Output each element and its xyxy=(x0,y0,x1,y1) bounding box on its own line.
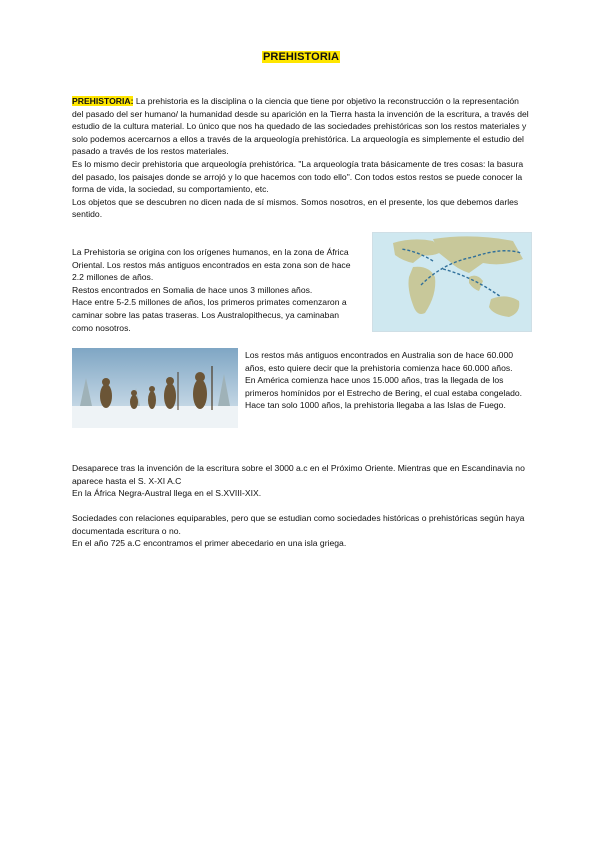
intro-line-2: Es lo mismo decir prehistoria que arqueología prehistórica. "La arqueología trata básicamente de tres cosas: la basura del pasado, los paisajes donde se arrojó y lo que hacemos con todo ello". Con todos estos restos se puede conocer la forma de vida, la sociedad, su comportamiento, etc. xyxy=(72,158,524,195)
africa-section xyxy=(72,246,354,334)
australia-line-2: En América comienza hace unos 15.000 años, tras la llegada de los primeros homínidos por el Estrecho de Bering, el cual estaba congelado. xyxy=(245,375,523,398)
writing-line-1: Desaparece tras la invención de la escritura sobre el 3000 a.c en el Próximo Oriente. Mientras que en Escandinavia no aparece hasta el S. X-XI A.C xyxy=(72,463,525,486)
societies-line-1: Sociedades con relaciones equiparables, pero que se estudian como sociedades históricas o prehistóricas según haya documentada escritura o no. xyxy=(72,513,525,536)
australia-line-1: Los restos más antiguos encontrados en Australia son de hace 60.000 años, esto quiere decir que la prehistoria comienza hace 60.000 años. xyxy=(245,350,514,373)
intro-section xyxy=(72,95,532,221)
africa-line-2: Restos encontrados en Somalia de hace unos 3 millones años. xyxy=(72,284,313,295)
migration-map-image xyxy=(372,232,532,332)
prehistoric-figures-image xyxy=(72,348,238,428)
societies-line-2: En el año 725 a.C encontramos el primer abecedario en una isla griega. xyxy=(72,538,347,549)
keyword-highlight: PREHISTORIA: xyxy=(72,96,134,106)
intro-text: La prehistoria es la disciplina o la ciencia que tiene por objetivo la reconstrucción o la representación del pasado del ser humano/ la humanidad desde su aparición en la Tierra hasta la invención de la escritura, a través del estudio de la cultura material. Lo único que nos ha quedado de las sociedades prehistóricas son los restos materiales y solo podemos acercarnos a ellos a través de la arqueología prehistórica. La arqueología es simplemente el estudio del pasado a través de los restos materiales. xyxy=(72,96,529,157)
intro-line-3: Los objetos que se descubren no dicen nada de sí mismos. Somos nosotros, en el presente, los que debemos darles sentido. xyxy=(72,196,519,220)
writing-section xyxy=(72,462,532,500)
intro-paragraph xyxy=(72,95,532,158)
world-map-graphic xyxy=(373,233,531,331)
writing-line-2: En la África Negra-Austral llega en el S.XVIII-XIX. xyxy=(72,488,262,499)
page-title: PREHISTORIA xyxy=(263,51,340,63)
australia-line-3: Hace tan solo 1000 años, la prehistoria llegaba a las Islas de Fuego. xyxy=(245,400,506,411)
societies-section xyxy=(72,512,532,550)
africa-line-1: La Prehistoria se origina con los orígenes humanos, en la zona de África Oriental. Los restos más antiguos encontrados en esta zona son de hace 2.2 millones de años. xyxy=(72,247,351,283)
australia-section xyxy=(245,349,530,412)
snow-scene-graphic xyxy=(72,348,238,428)
africa-line-3: Hace entre 5-2.5 millones de años, los primeros primates comenzaron a caminar sobre las patas traseras. Los Australopithecus, ya caminaban como nosotros. xyxy=(72,297,347,333)
